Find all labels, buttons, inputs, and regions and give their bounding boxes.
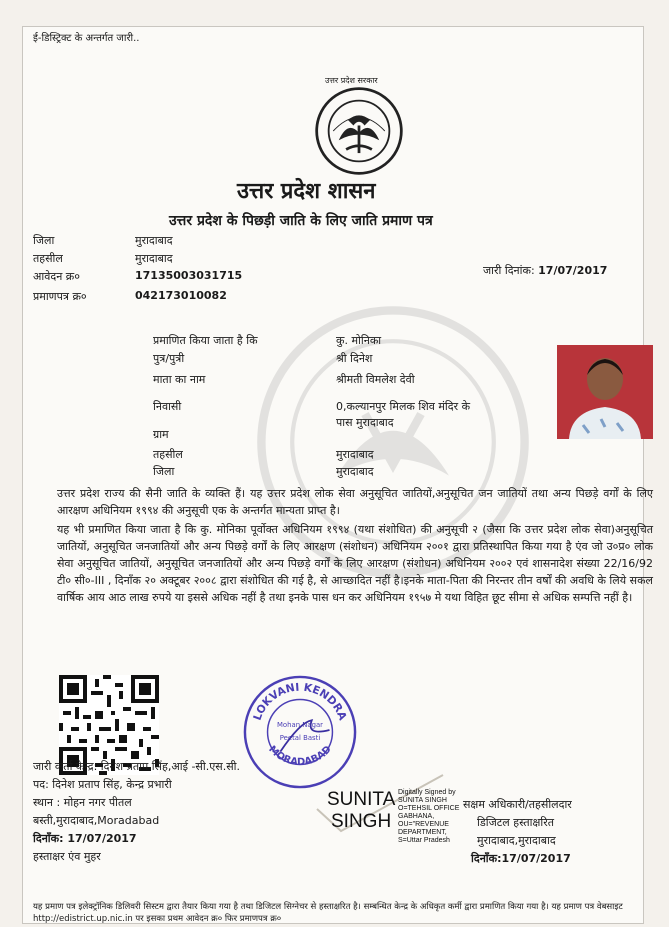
detail-label-tehsil: तहसील — [153, 448, 183, 461]
govt-title: उत्तर प्रदेश शासन — [237, 179, 376, 204]
signature-name-line1: SUNITA — [327, 789, 396, 810]
detail-value-address-line2: पास मुरादाबाद — [336, 416, 394, 429]
meta-label-tehsil: तहसील — [33, 252, 63, 265]
meta-value-district: मुरादाबाद — [135, 234, 173, 247]
issue-date-value: 17/07/2017 — [538, 264, 608, 277]
certificate-page — [22, 26, 653, 924]
issuer-center: जारी कर्ता केन्द्र: दिनेश प्रताप सिंह,आई -सी.एस.सी. — [33, 760, 241, 773]
meta-label-district: जिला — [33, 234, 55, 247]
detail-value-district: मुरादाबाद — [336, 465, 374, 478]
detail-value-tehsil: मुरादाबाद — [336, 448, 374, 461]
meta-label-application-no: आवेदन क्र० — [33, 270, 80, 283]
digital-signature-detail: Digitally Signed by SUNITA SINGH O=TEHSIL OFFICE GABHANA, OU="REVENUE DEPARTMENT, S=Uttar Pradesh — [398, 789, 460, 844]
detail-value-name: कु. मोनिका — [336, 334, 382, 347]
detail-label-mother: माता का नाम — [153, 373, 206, 386]
paragraph-certification: यह भी प्रमाणित किया जाता है कि कु. मोनिका पूर्वोक्त अधिनियम १९९४ (यथा संशोधित) की अनुसूची २ (जैसा कि उत्तर प्रदेश लोक सेवा)अनुसूचित जातियों, अनुसूचित जनजातियों और अन्य पिछड़े वर्गों के लिए आरक्षण (संशोधन) अधिनियम २००१ द्वारा प्रतिस्थापित किया गया है एंव जो उ०प्र० लोक सेवा अनुसूचित जातियों, अनुसूचित जनजातियों और अन्य पिछड़े वर्गों के लिए आरक्षण (संशोधन) अधिनियम २००२ एवं शासनादेश संख्या 22/16/92 टी० सी०-III , दिनाँक २० अक्टूबर २००८ द्वारा संशोधित की गई है, से आच्छादित नहीं है।इनके माता-पिता की निरन्तर तीन वर्षों की अवधि के लिये सकल वार्षिक आय आठ लाख रुपये या इससे अधिक नहीं है तथा इनके पास धन कर अधिनियम १९५७ मे यथा विहित छूट सीमा से अधिक सम्पत्ति नहीं है। — [57, 523, 653, 604]
detail-label-district: जिला — [153, 465, 175, 478]
stamp-outer-text: LOKVANI KENDRA — [250, 680, 350, 723]
issuer-post: पद: दिनेश प्रताप सिंह, केन्द्र प्रभारी — [33, 778, 172, 791]
issuer-place-line2: बस्ती,मुरादाबाद,Moradabad — [33, 814, 160, 827]
certificate-title: उत्तर प्रदेश के पिछड़ी जाति के लिए जाति प्रमाण पत्र — [169, 213, 433, 229]
header-note: ई-डिस्ट्रिक्ट के अन्तर्गत जारी.. — [33, 33, 140, 44]
detail-value-address-line1: 0,कल्यानपुर मिलक शिव मंदिर के — [336, 400, 471, 413]
up-govt-emblem-icon — [313, 85, 405, 177]
stamp-bottom-text: MORADABAD — [266, 743, 334, 769]
digital-signature-name — [327, 789, 395, 833]
meta-value-application-no: 17135003031715 — [135, 269, 243, 282]
issuer-date: दिनाँक: 17/07/2017 — [33, 832, 137, 845]
meta-value-tehsil: मुरादाबाद — [135, 252, 173, 265]
authority-title: सक्षम अधिकारी/तहसीलदार — [463, 798, 572, 811]
detail-label-certify: प्रमाणित किया जाता है कि — [153, 334, 258, 347]
detail-label-resident: निवासी — [153, 400, 182, 413]
svg-text:LOKVANI KENDRA — [251, 681, 350, 723]
person-photo-icon — [557, 345, 653, 439]
authority-date: दिनाँक:17/07/2017 — [471, 852, 571, 865]
issuer-place: स्थान : मोहन नगर पीतल — [33, 796, 132, 809]
authority-digital-signed: डिजिटल हस्ताक्षरित — [477, 816, 554, 829]
issuer-sign-seal: हस्ताक्षर एंव मुहर — [33, 850, 101, 863]
footer-note: यह प्रमाण पत्र इलेक्ट्रॉनिक डिलिवरी सिस्टम द्वारा तैयार किया गया है तथा डिजिटल सिग्नेचर से हस्ताक्षरित है। सम्बन्धित केन्द्र के अधिकृत कर्मी द्वारा प्रमाणित किया गया है। यह प्रमाण पत्र वेबसाइट http://edistrict.up.nic.in पर इसका प्रथम आवेदन क्र० फिर प्रमाणपत्र क्र० — [33, 902, 623, 924]
stamp-center-line2: Peetal Basti — [279, 733, 321, 742]
authority-location: मुरादाबाद,मुरादाबाद — [477, 834, 556, 847]
meta-label-certificate-no: प्रमाणपत्र क्र० — [33, 290, 87, 303]
applicant-photo — [557, 345, 653, 439]
paragraph-caste: उत्तर प्रदेश राज्य की सैनी जाति के व्यक्ति हैं। यह उत्तर प्रदेश लोक सेवा अनुसूचित जातियों,अनुसूचित जन जातियों तथा अन्य पिछड़े वर्गों के लिए आरक्षण अधिनियम १९९४ की अनुसूची एक के अन्तर्गत मान्यता प्राप्त है। — [57, 487, 653, 517]
issue-date-label: जारी दिनांक: — [483, 264, 535, 277]
svg-text:MORADABAD — [266, 744, 334, 768]
stamp-center-line1: Mohan Nagar — [276, 721, 324, 730]
detail-label-child-of: पुत्र/पुत्री — [153, 352, 185, 365]
detail-value-mother: श्रीमती विमलेश देवी — [336, 373, 415, 386]
issue-date — [483, 263, 607, 278]
emblem-text: उत्तर प्रदेश सरकार — [325, 76, 378, 85]
detail-value-father: श्री दिनेश — [336, 352, 373, 365]
signature-name-line2: SINGH — [331, 811, 392, 832]
detail-label-village: ग्राम — [153, 428, 169, 441]
meta-value-certificate-no: 042173010082 — [135, 289, 227, 302]
